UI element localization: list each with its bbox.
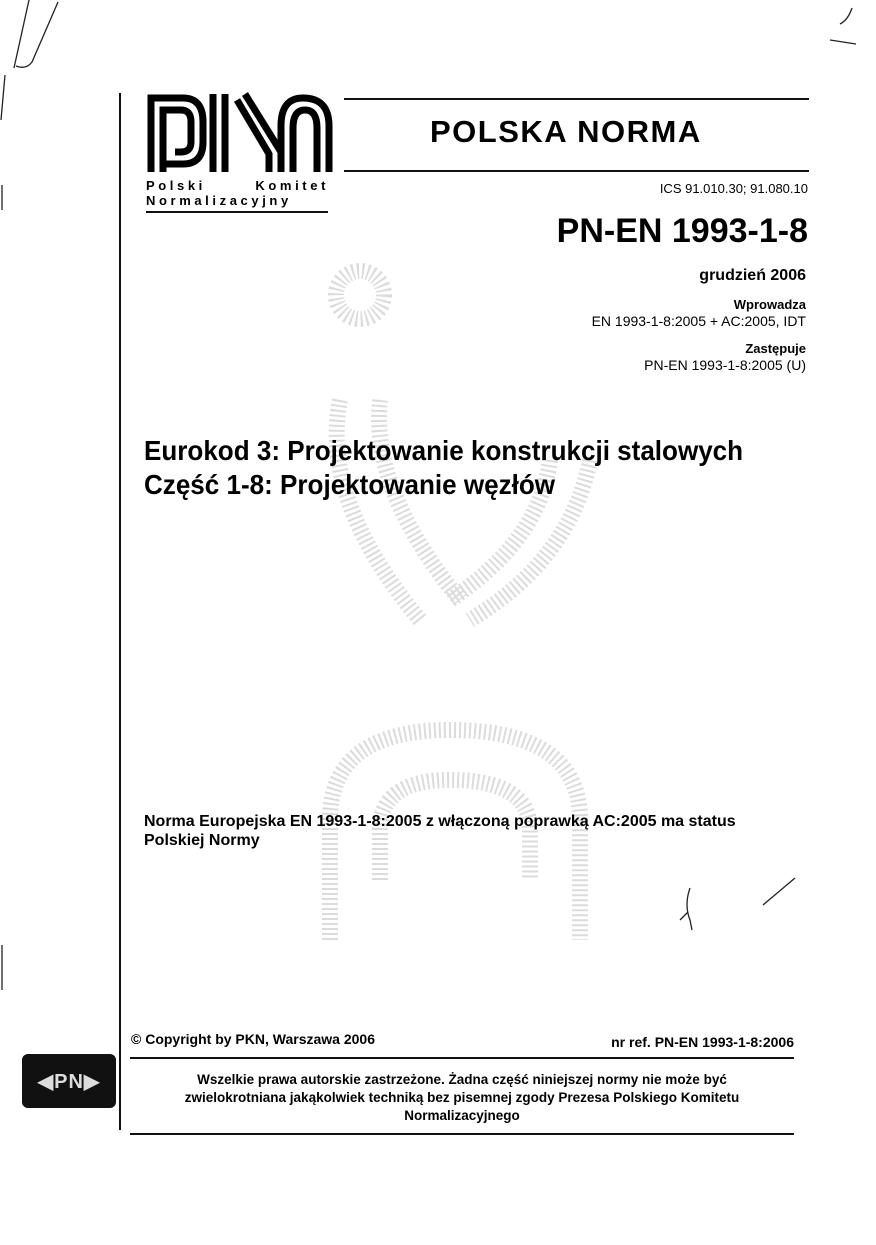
footer-top-rule bbox=[130, 1057, 794, 1059]
introduces-label: Wprowadza bbox=[733, 297, 806, 312]
reference-number: nr ref. PN-EN 1993-1-8:2006 bbox=[611, 1034, 794, 1050]
status-statement bbox=[144, 812, 736, 850]
footer-bottom-rule bbox=[130, 1133, 794, 1135]
rights-notice bbox=[130, 1071, 794, 1125]
org-word-komitet: Komitet bbox=[255, 178, 329, 193]
introduces-value: EN 1993-1-8:2005 + AC:2005, IDT bbox=[591, 313, 806, 329]
document-type: POLSKA NORMA bbox=[430, 114, 702, 149]
rights-line-2: zwielokrotniana jakąkolwiek techniką bez pisemnej zgody Prezesa Polskiego Komitetu bbox=[184, 1090, 740, 1105]
replaces-value: PN-EN 1993-1-8:2005 (U) bbox=[644, 357, 806, 373]
logo-underline bbox=[146, 211, 328, 213]
left-margin-rule bbox=[119, 93, 121, 1130]
title-line-2: Część 1-8: Projektowanie węzłów bbox=[144, 469, 555, 500]
replaces-label: Zastępuje bbox=[745, 341, 806, 356]
standard-code: PN-EN 1993-1-8 bbox=[556, 212, 808, 250]
organization-name bbox=[146, 178, 329, 208]
title-line-1: Eurokod 3: Projektowanie konstrukcji stalowych bbox=[144, 435, 744, 466]
status-line-1: Norma Europejska EN 1993-1-8:2005 z włączoną poprawką AC:2005 ma status bbox=[144, 813, 736, 830]
title-top-rule bbox=[344, 98, 809, 100]
copyright-notice: © Copyright by PKN, Warszawa 2006 bbox=[131, 1031, 375, 1047]
rights-line-1: Wszelkie prawa autorskie zastrzeżone. Żadna część niniejszej normy nie może być bbox=[197, 1072, 727, 1087]
org-word-polski: Polski bbox=[146, 178, 206, 193]
org-word-normalizacyjny: Normalizacyjny bbox=[146, 193, 292, 208]
pn-stamp-icon: ◀PN▶ bbox=[22, 1054, 116, 1108]
title-bottom-rule bbox=[344, 170, 809, 172]
ics-code: ICS 91.010.30; 91.080.10 bbox=[659, 181, 808, 196]
pkn-logo bbox=[145, 90, 335, 175]
document-title bbox=[144, 434, 743, 502]
publication-date: grudzień 2006 bbox=[699, 267, 806, 284]
rights-line-3: Normalizacyjnego bbox=[404, 1108, 520, 1123]
status-line-2: Polskiej Normy bbox=[144, 832, 260, 849]
